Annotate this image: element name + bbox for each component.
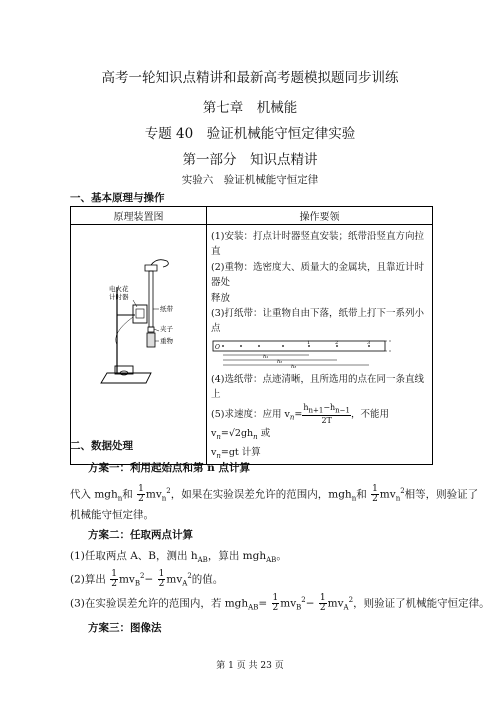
tape-point-2: 2	[335, 339, 339, 346]
label-timer-line1: 电火花	[109, 286, 129, 293]
apparatus-diagram-cell	[71, 225, 207, 465]
tape-h3: h₃	[291, 363, 297, 369]
label-tape: 纸带	[160, 306, 173, 313]
tape-diagram	[211, 339, 411, 369]
plan3-title: 方案三：图像法	[88, 622, 162, 634]
topic-heading: 专题 40 验证机械能守恒定律实验	[144, 126, 356, 142]
experiment-table	[70, 206, 433, 465]
plan1-text-cont: 机械能守恒定律。	[70, 509, 154, 521]
op-weight-cont: 释放	[211, 292, 231, 304]
label-timer-line2: 计时器	[109, 294, 129, 301]
label-clip: 夹子	[160, 326, 173, 333]
section2-title: 二、数据处理	[70, 440, 133, 452]
apparatus-diagram	[71, 225, 205, 409]
table-header-diagram: 原理装置图	[71, 207, 207, 225]
plan2-step3: (3)在实验误差允许的范围内，若 mgh$_{AB}$= $\frac{1}{2}$ $mv_B^2-$ $\frac{1}{2}$ $mv_A^2$，则验证了机械能守恒定律。	[70, 593, 490, 613]
tape-point-3: 3	[367, 339, 371, 346]
experiment-heading: 实验六 验证机械能守恒定律	[181, 174, 319, 186]
table-header-operations: 操作要领	[207, 207, 433, 225]
operations-cell	[207, 225, 433, 465]
op-velocity: (5)求速度：应用 $v_n=$ $\frac{h_{n+1}-h_{n-1}}{2T}$ ，不能用 $v_n=√2gh_n$ 或	[211, 402, 390, 441]
plan1-text: 代入 mgh$_n$和 $\frac{1}{2}$ $mv_n^2$，如果在实验误差允许的范围内，mgh$_n$和 $\frac{1}{2}$ $mv_n^2$相等，则验证了	[70, 484, 479, 504]
op-velocity-cont: $v_n=gt$ 计算	[211, 447, 261, 460]
op-weight: (2)重物：选密度大、质量大的金属块，且靠近计时器处	[211, 261, 424, 289]
tape-origin-label: O	[215, 343, 220, 351]
velocity-fraction: $\frac{h_{n+1}-h_{n-1}}{2T}$	[303, 402, 350, 426]
plan2-step2: (2)算出 $\frac{1}{2}$ $mv_B^2-$ $\frac{1}{2}$ $mv_A^2$的值。	[70, 569, 224, 589]
tape-h2: h₂	[277, 358, 283, 365]
tape-point-1: 1	[307, 339, 311, 346]
chapter-heading: 第七章 机械能	[202, 100, 298, 116]
tape-h1: h₁	[263, 353, 269, 360]
section1-title: 一、基本原理与操作	[70, 192, 165, 204]
plan2-title: 方案二：任取两点计算	[88, 529, 193, 541]
page-footer: 第 1 页 共 23 页	[216, 661, 284, 671]
op-select-tape: (4)选纸带：点迹清晰，且所选用的点在同一条直线上	[211, 373, 424, 401]
document-title: 高考一轮知识点精讲和最新高考题模拟题同步训练	[101, 70, 399, 86]
plan2-step1: (1)任取两点 A、B，测出 $h_{AB}$，算出 mgh$_{AB}$。	[70, 550, 287, 565]
part-heading: 第一部分 知识点精讲	[182, 152, 318, 168]
op-install: (1)安装：打点计时器竖直安装；纸带沿竖直方向拉直	[211, 231, 424, 258]
op-tape: (3)打纸带：让重物自由下落，纸带上打下一系列小点	[211, 308, 424, 335]
label-weight: 重物	[160, 338, 173, 345]
plan1-title: 方案一：利用起始点和第 n 点计算	[88, 462, 250, 474]
